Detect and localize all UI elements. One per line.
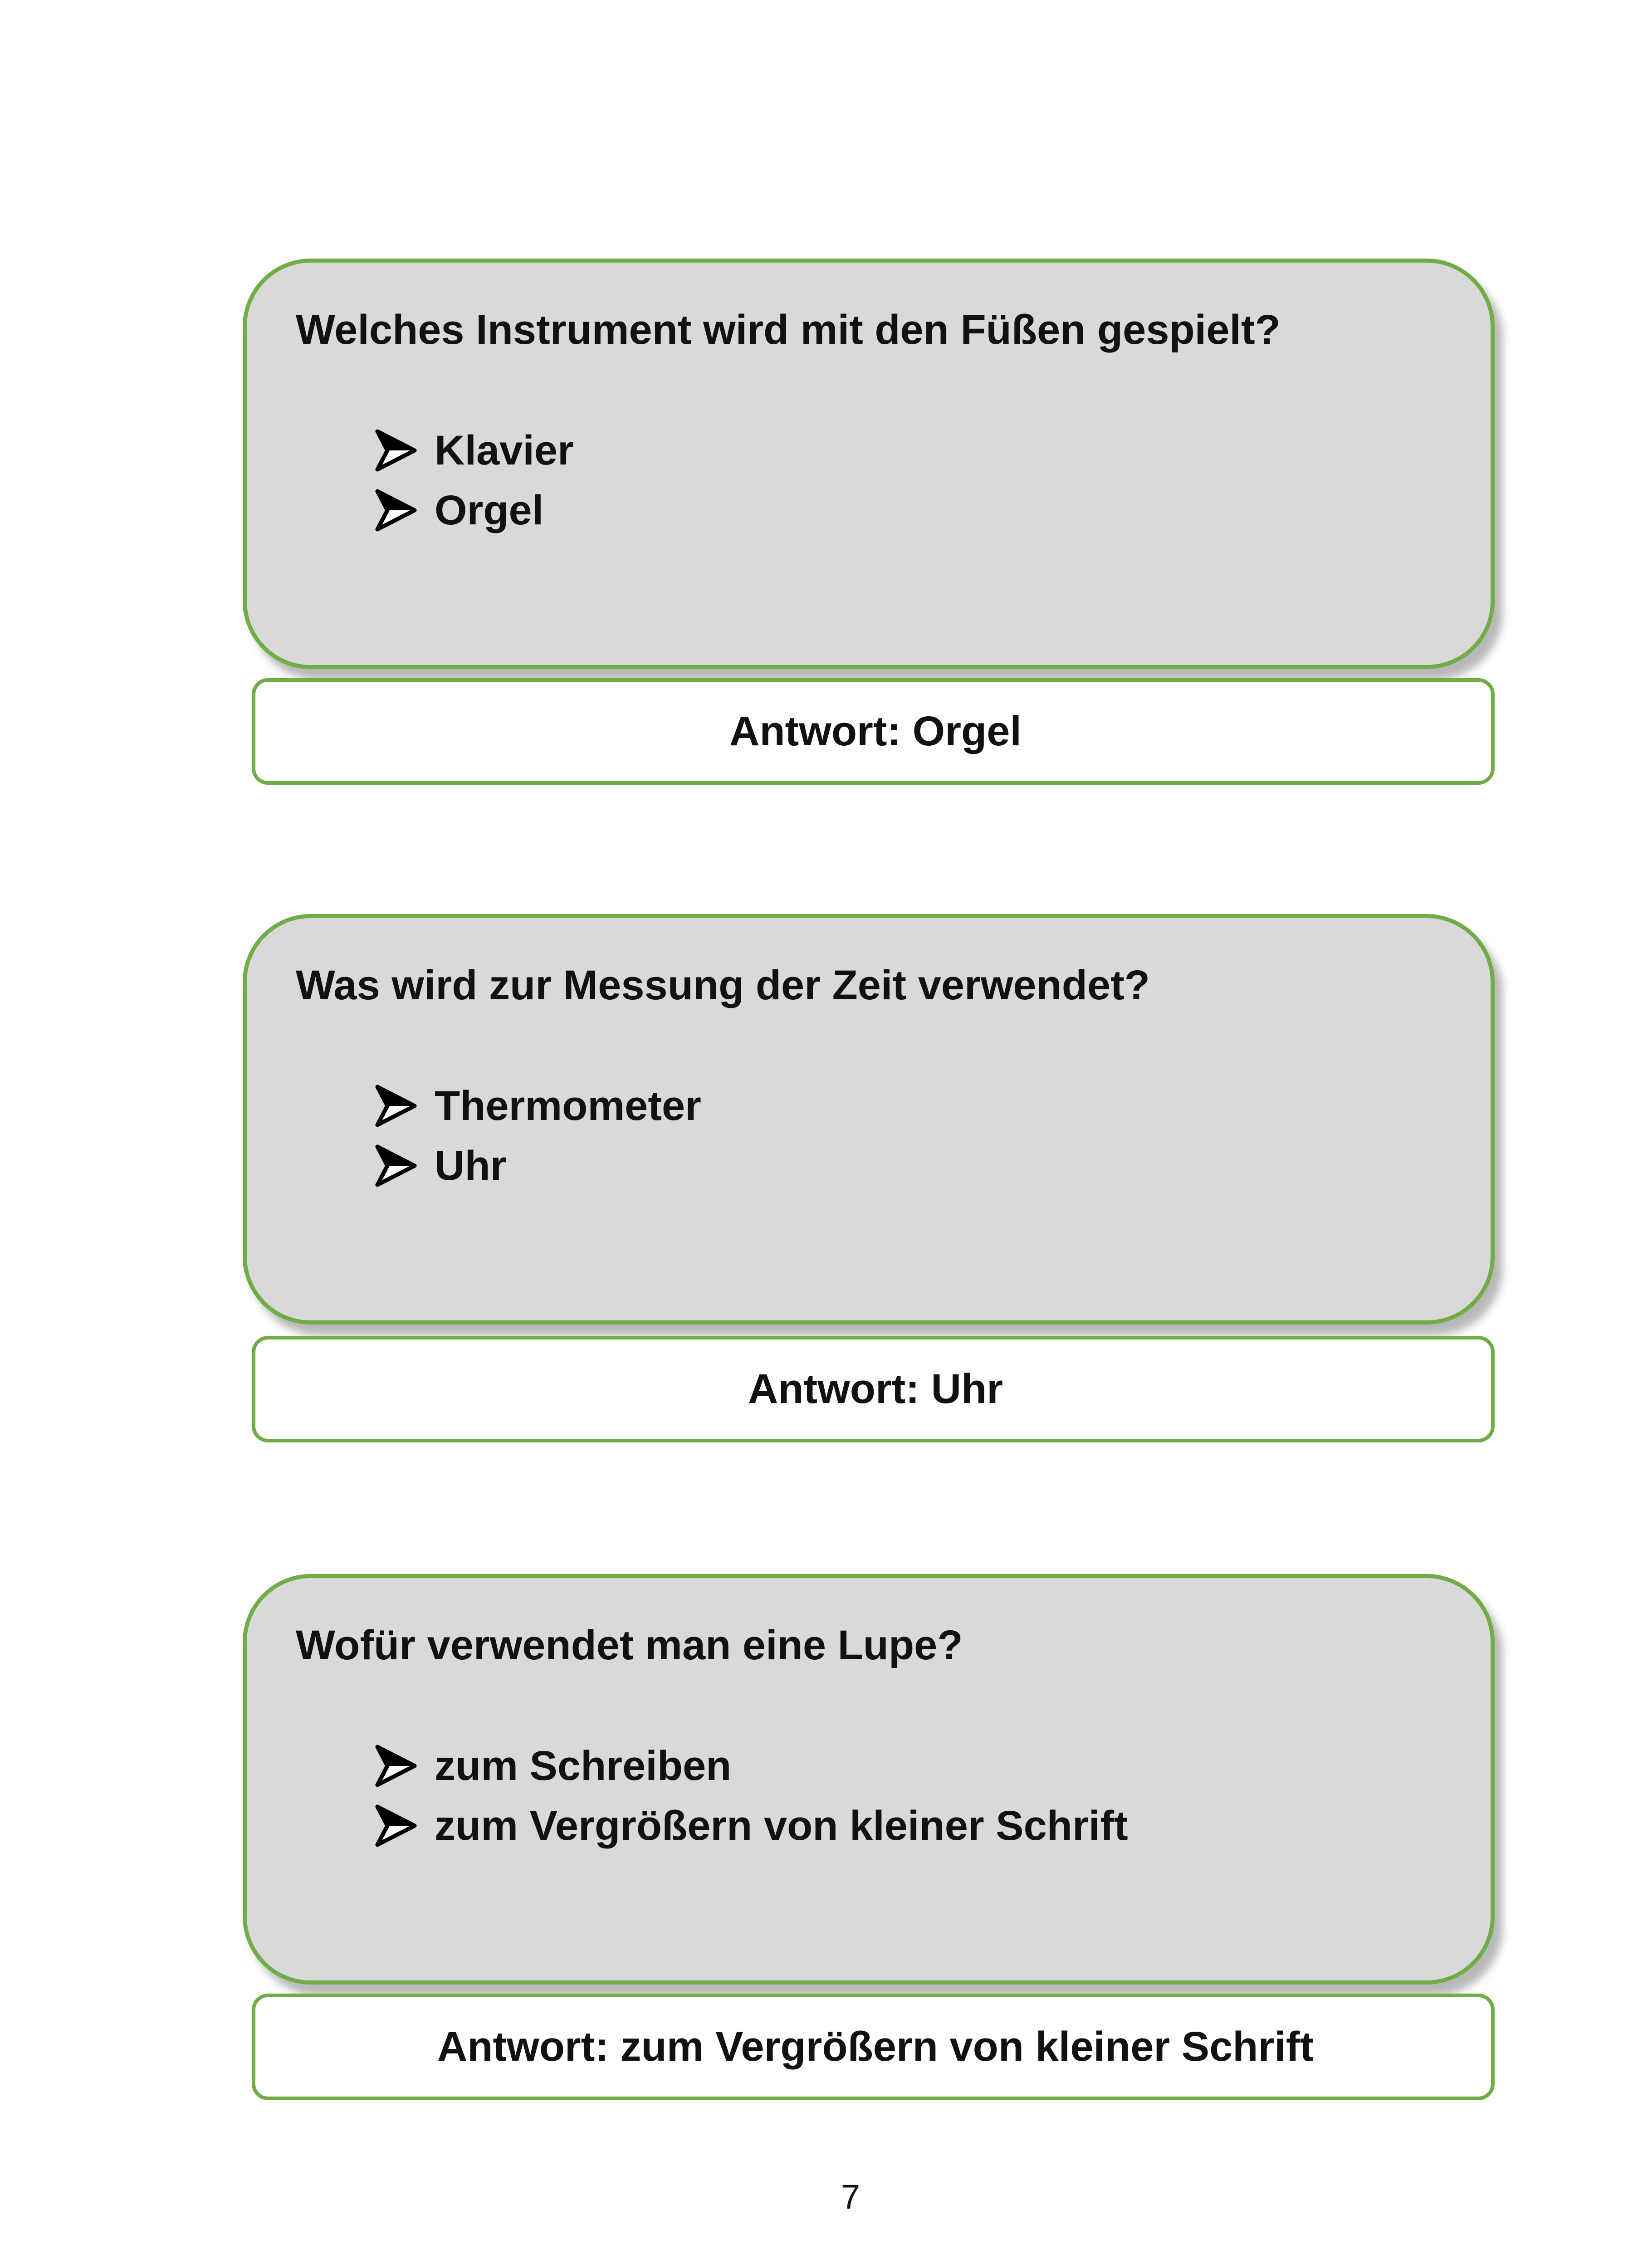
arrow-bullet-icon bbox=[364, 488, 427, 533]
question-text: Was wird zur Messung der Zeit verwendet? bbox=[296, 962, 1150, 1008]
option-label: Uhr bbox=[435, 1142, 507, 1189]
option-item bbox=[364, 1136, 701, 1196]
answer-text: Antwort: Orgel bbox=[729, 708, 1022, 754]
option-item bbox=[364, 1736, 1128, 1796]
question-text: Wofür verwendet man eine Lupe? bbox=[296, 1622, 963, 1668]
arrow-bullet-icon bbox=[364, 1083, 427, 1129]
option-label: zum Vergrößern von kleiner Schrift bbox=[435, 1802, 1128, 1849]
answer-box bbox=[252, 678, 1495, 785]
options-list bbox=[364, 1076, 701, 1196]
option-label: Orgel bbox=[435, 487, 544, 533]
question-card bbox=[243, 914, 1495, 1325]
arrow-bullet-icon bbox=[364, 428, 427, 473]
question-card bbox=[243, 259, 1495, 669]
question-card bbox=[243, 1574, 1495, 1984]
page-number: 7 bbox=[841, 2178, 861, 2216]
arrow-bullet-icon bbox=[364, 1743, 427, 1789]
option-label: Klavier bbox=[435, 427, 574, 474]
answer-box bbox=[252, 1994, 1495, 2100]
options-list bbox=[364, 1736, 1128, 1856]
option-item bbox=[364, 480, 574, 540]
option-label: zum Schreiben bbox=[435, 1742, 732, 1789]
question-text: Welches Instrument wird mit den Füßen gespielt? bbox=[296, 307, 1281, 353]
options-list bbox=[364, 420, 574, 540]
answer-box bbox=[252, 1336, 1495, 1442]
answer-text: Antwort: Uhr bbox=[748, 1366, 1003, 1412]
option-item bbox=[364, 1076, 701, 1136]
option-item bbox=[364, 1796, 1128, 1856]
arrow-bullet-icon bbox=[364, 1143, 427, 1188]
arrow-bullet-icon bbox=[364, 1803, 427, 1848]
option-item bbox=[364, 420, 574, 480]
option-label: Thermometer bbox=[435, 1082, 701, 1129]
answer-text: Antwort: zum Vergrößern von kleiner Schrift bbox=[437, 2024, 1314, 2070]
